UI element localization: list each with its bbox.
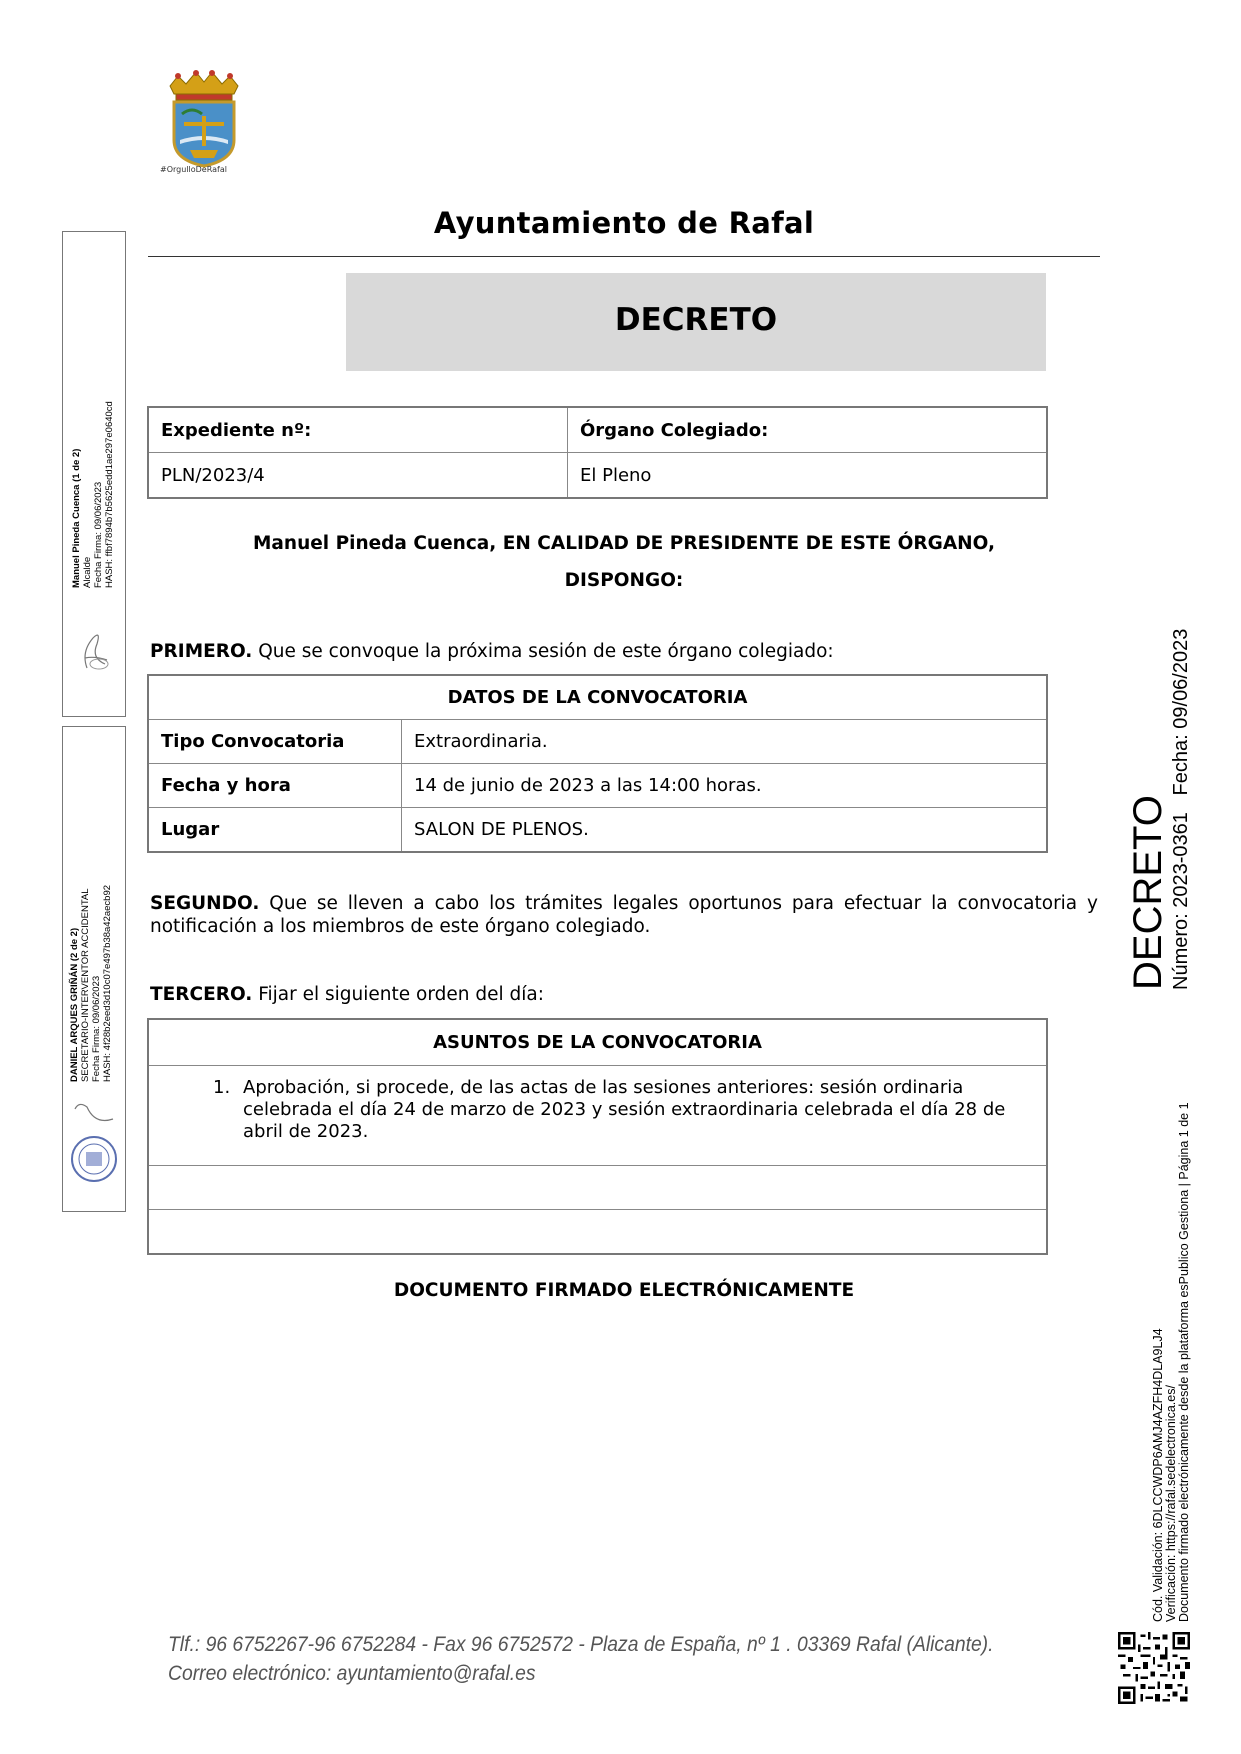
signer-role: SECRETARIO-INTERVENTOR ACCIDENTAL <box>80 888 91 1082</box>
agenda-item <box>161 1077 1034 1143</box>
tercero-paragraph <box>150 983 1098 1006</box>
convocatoria-row-label: Fecha y hora <box>149 764 402 808</box>
footer-contact: Tlf.: 96 6752267-96 6752284 - Fax 96 6752572 - Plaza de España, nº 1 . 03369 Rafal (Alicante). <box>168 1633 994 1656</box>
segundo-text: Que se lleven a cabo los trámites legales oportunos para efectuar la convocatoria y notificación a los miembros de este órgano colegiado. <box>150 893 1099 937</box>
handwritten-signature-icon <box>79 628 111 672</box>
segundo-label: SEGUNDO. <box>150 893 260 914</box>
dispongo-heading: DISPONGO: <box>564 570 684 591</box>
decree-title: DECRETO <box>614 302 778 338</box>
signature-hash: HASH: ffbf7894b7b5625edd1ae297e0640cd <box>104 401 115 588</box>
empty-cell <box>149 1210 1047 1254</box>
expediente-label: Expediente nº: <box>149 408 568 453</box>
convocatoria-row-value: SALON DE PLENOS. <box>402 808 1047 852</box>
agenda-item-text: Aprobación, si procede, de las actas de las sesiones anteriores: sesión ordinaria celebrada el día 24 de marzo de 2023 y sesión extraordinaria celebrada el día 28 de abril de 2023. <box>243 1077 1006 1142</box>
signature-date: Fecha Firma: 09/06/2023 <box>93 481 104 588</box>
council-name: Ayuntamiento de Rafal <box>433 206 815 240</box>
primero-text: Que se convoque la próxima sesión de este órgano colegiado: <box>258 641 834 662</box>
signer-name: Manuel Pineda Cuenca (1 de 2) <box>71 448 82 588</box>
side-stamp-date: Fecha: 09/06/2023 <box>1170 628 1192 796</box>
convocatoria-row-value: 14 de junio de 2023 a las 14:00 horas. <box>402 764 1047 808</box>
expediente-value: PLN/2023/4 <box>149 453 568 498</box>
signature-date: Fecha Firma: 09/06/2023 <box>91 975 102 1082</box>
organo-value: El Pleno <box>568 453 1047 498</box>
expediente-table <box>148 407 1047 498</box>
preamble-line: Manuel Pineda Cuenca, EN CALIDAD DE PRESIDENTE DE ESTE ÓRGANO, <box>253 533 995 554</box>
qr-code-icon <box>1118 1632 1190 1704</box>
footer-email: Correo electrónico: ayuntamiento@rafal.es <box>168 1662 536 1685</box>
tercero-label: TERCERO. <box>150 984 253 1005</box>
convocatoria-row-label: Tipo Convocatoria <box>149 720 402 764</box>
signature-box-1 <box>62 231 126 717</box>
asuntos-table <box>148 1019 1047 1254</box>
organo-label: Órgano Colegiado: <box>568 408 1047 453</box>
asuntos-title: ASUNTOS DE LA CONVOCATORIA <box>149 1020 1047 1066</box>
signer-role: Alcalde <box>82 556 93 588</box>
convocatoria-title: DATOS DE LA CONVOCATORIA <box>149 676 1047 720</box>
signature-details <box>69 762 113 1082</box>
convocatoria-row-label: Lugar <box>149 808 402 852</box>
table-row <box>149 1166 1047 1210</box>
table-row <box>149 1066 1047 1166</box>
council-crest-logo <box>160 70 248 176</box>
side-stamp-number: Número: 2023-0361 <box>1170 812 1192 990</box>
table-row <box>149 808 1047 852</box>
signed-notice: DOCUMENTO FIRMADO ELECTRÓNICAMENTE <box>393 1280 855 1301</box>
convocatoria-row-value: Extraordinaria. <box>402 720 1047 764</box>
primero-paragraph <box>150 640 1098 663</box>
signature-details <box>71 268 115 588</box>
tercero-text: Fijar el siguiente orden del día: <box>258 984 544 1005</box>
segundo-paragraph <box>150 892 1098 938</box>
table-row <box>149 764 1047 808</box>
signer-name: DANIEL ARQUES GRIÑÁN (2 de 2) <box>69 927 80 1082</box>
agenda-item-number: 1. <box>213 1077 231 1098</box>
validation-block <box>1152 1102 1191 1622</box>
primero-label: PRIMERO. <box>150 641 253 662</box>
verification-url: Verificación: https://rafal.sedelectronica.es/ <box>1164 1385 1178 1622</box>
signature-box-2 <box>62 726 126 1212</box>
side-stamp-number-date <box>1170 629 1192 990</box>
table-row <box>149 1210 1047 1254</box>
crest-caption: #OrgulloDeRafal <box>160 165 227 174</box>
empty-cell <box>149 1166 1047 1210</box>
validation-code: Cód. Validación: 6DLCCWDP6AMJ4AZFH4DLA9LJ4 <box>1151 1328 1165 1622</box>
platform-note: Documento firmado electrónicamente desde la plataforma esPublico Gestiona | Página 1 de 1 <box>1177 1102 1191 1622</box>
header-divider <box>148 256 1100 257</box>
signature-hash: HASH: 4f28b2eed3d10c07e497b38a42aecb92 <box>102 884 113 1082</box>
side-stamp-decreto: DECRETO <box>1126 795 1170 990</box>
convocatoria-table <box>148 675 1047 852</box>
official-seal-icon <box>69 1099 119 1191</box>
table-row <box>149 720 1047 764</box>
